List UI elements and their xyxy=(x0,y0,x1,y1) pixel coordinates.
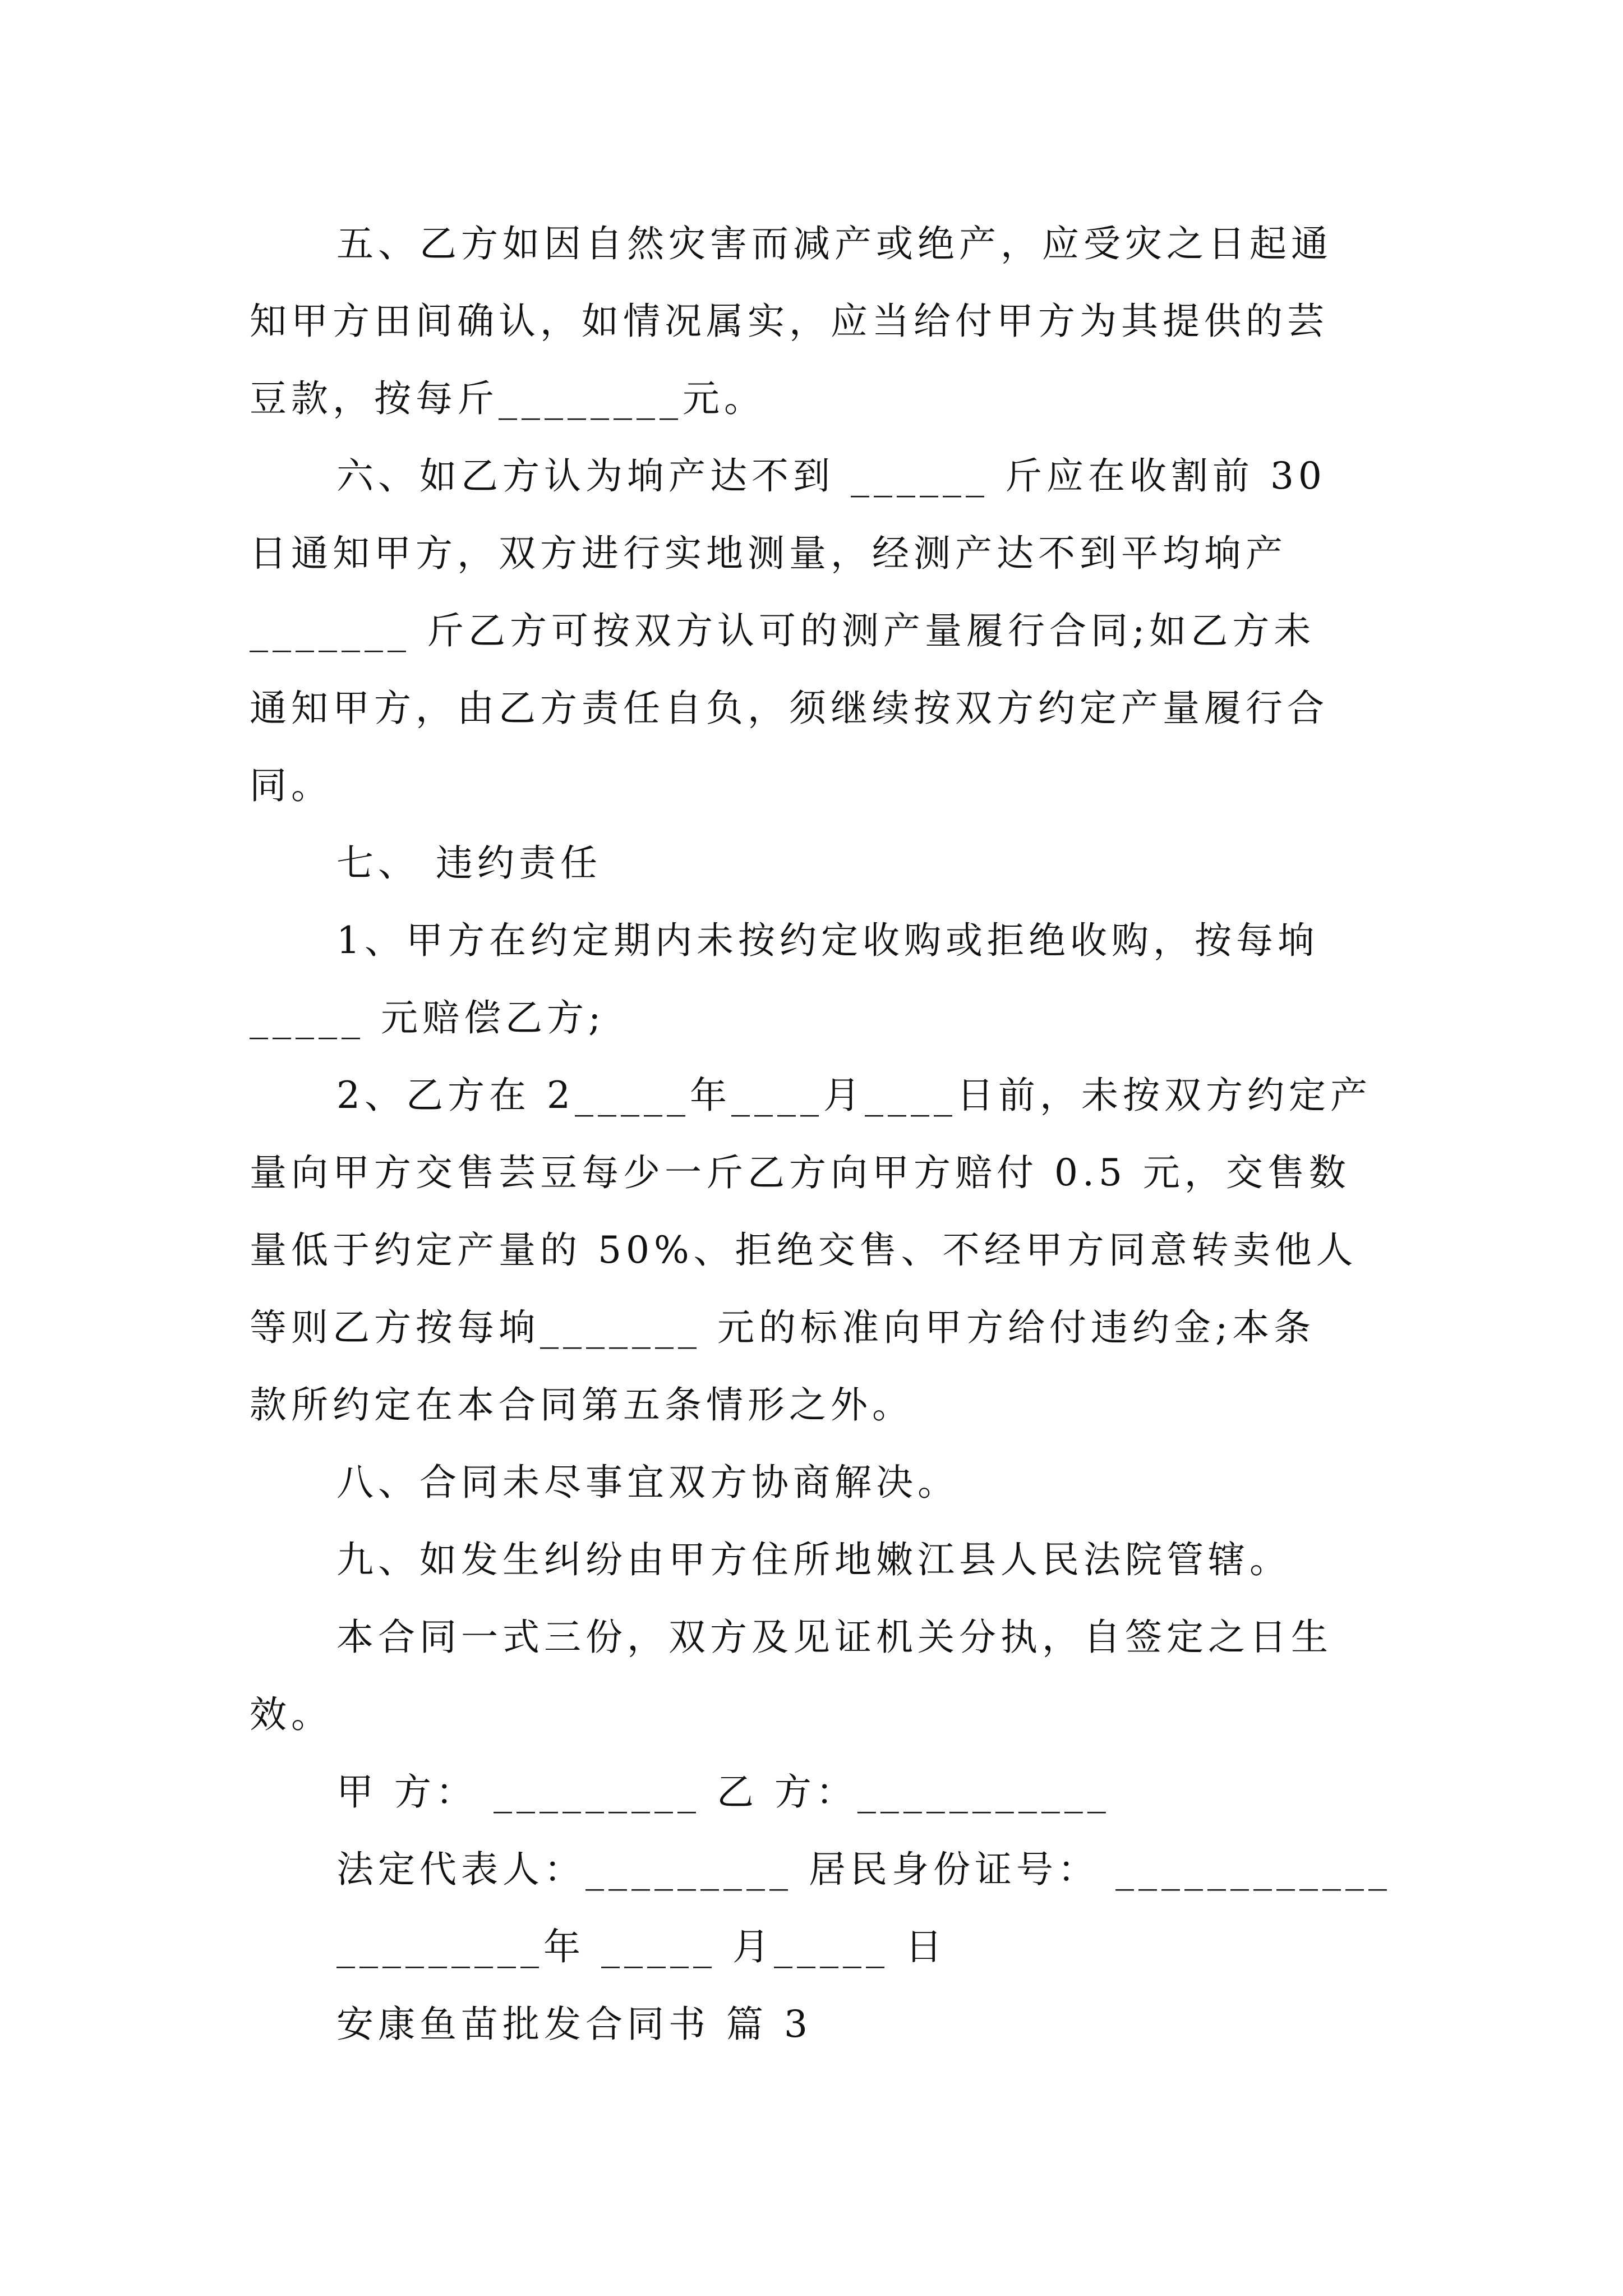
party-signature-line: 甲 方： _________ 乙 方：___________ xyxy=(336,1770,1110,1814)
paragraph-5-line-2: 知甲方田间确认，如情况属实，应当给付甲方为其提供的芸 xyxy=(250,300,1329,343)
copies-clause-line-2: 效。 xyxy=(250,1693,333,1736)
representative-id-line: 法定代表人：_________ 居民身份证号： ____________ xyxy=(336,1848,1391,1891)
clause-7-2-line-3: 量低于约定产量的 50%、拒绝交售、不经甲方同意转卖他人 xyxy=(250,1228,1358,1272)
paragraph-6-line-1: 六、如乙方认为垧产达不到 ______ 斤应在收割前 30 xyxy=(336,454,1326,498)
paragraph-5-line-1: 五、乙方如因自然灾害而减产或绝产，应受灾之日起通 xyxy=(336,222,1332,265)
paragraph-5-line-3: 豆款，按每斤________元。 xyxy=(250,377,766,420)
paragraph-6-line-3: _______ 斤乙方可按双方认可的测产量履行合同;如乙方未 xyxy=(250,609,1316,652)
section-7-heading: 七、 违约责任 xyxy=(336,841,602,885)
paragraph-6-line-5: 同。 xyxy=(250,764,333,807)
date-line: _________年 _____ 月_____ 日 xyxy=(336,1925,947,1968)
clause-7-1-line-2: _____ 元赔偿乙方; xyxy=(250,996,606,1039)
clause-7-2-line-2: 量向甲方交售芸豆每少一斤乙方向甲方赔付 0.5 元，交售数 xyxy=(250,1151,1350,1194)
clause-7-1-line-1: 1、甲方在约定期内未按约定收购或拒绝收购，按每垧 xyxy=(336,919,1319,962)
copies-clause-line-1: 本合同一式三份，双方及见证机关分执，自签定之日生 xyxy=(336,1616,1332,1659)
clause-7-2-line-4: 等则乙方按每垧_______ 元的标准向甲方给付违约金;本条 xyxy=(250,1306,1316,1349)
paragraph-6-line-2: 日通知甲方，双方进行实地测量，经测产达不到平均垧产 xyxy=(250,532,1287,575)
paragraph-8: 八、合同未尽事宜双方协商解决。 xyxy=(336,1461,959,1504)
paragraph-9: 九、如发生纠纷由甲方住所地嫩江县人民法院管辖。 xyxy=(336,1538,1291,1581)
clause-7-2-line-5: 款所约定在本合同第五条情形之外。 xyxy=(250,1383,914,1427)
clause-7-2-line-1: 2、乙方在 2_____年____月____日前，未按双方约定产 xyxy=(336,1074,1372,1117)
paragraph-6-line-4: 通知甲方，由乙方责任自负，须继续按双方约定产量履行合 xyxy=(250,687,1329,730)
next-section-title: 安康鱼苗批发合同书 篇 3 xyxy=(336,2003,812,2046)
